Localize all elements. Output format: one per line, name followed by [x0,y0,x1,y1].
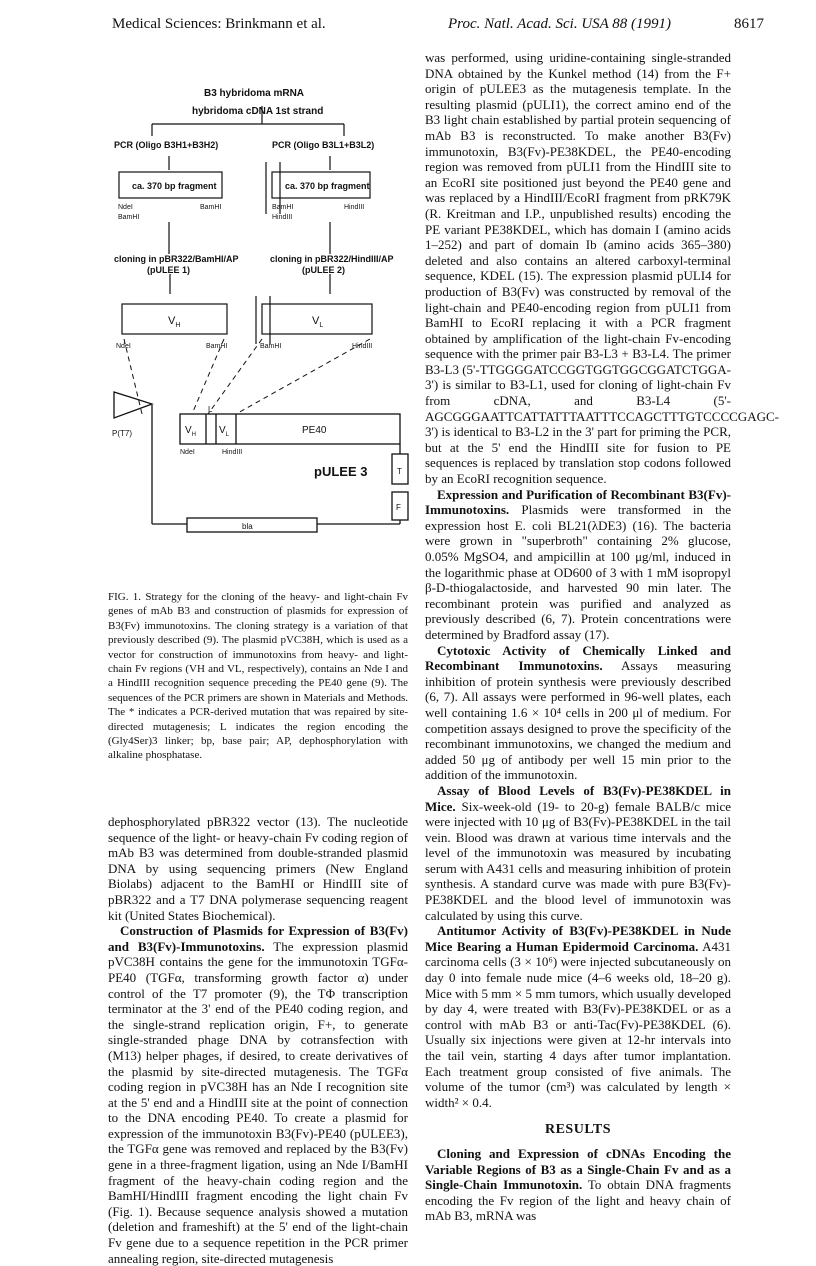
fig-clone-left-sub: (pULEE 1) [147,265,191,275]
figure-1 [112,44,412,584]
right-column [425,50,779,1224]
fig-pcr-right: PCR (Oligo B3L1+B3L2) [272,140,375,150]
fig-frag-right: ca. 370 bp fragment [285,181,370,191]
fig-ndel-2: NdeI [116,343,131,350]
left-p1: dephosphorylated pBR322 vector (13). The nucleotide sequence of the light- or heavy-chain Fv coding region of mAb B3 was determined from double-stranded plasmid DNA by using sequencing primers (New England Biolabs) adjacent to the BamHI or HindIII site of pBR322 and a T7 DNA polymerase sequencing reagent kit (United States Biochemical). [108,814,408,923]
fig-ndel-3: NdeI [180,449,195,456]
fig-hindiii-4: HindIII [222,449,243,456]
right-p5: A431 carcinoma cells (3 × 10⁶) were injected subcutaneously on day 0 into female nude mice (4–6 weeks old, 18–20 g). Mice with 5 mm × 5 mm tumors, which usually developed by day 4, were treated with B3(Fv)-PE38KDEL or as a control with mAb B3 or anti-Tac(Fv)-PE38KDEL (6). Usually six injections were given at 12-hr intervals into the tail vein, starting 4 days after tumor implantation. Each treatment group consisted of five animals. The volume of the tumor (cm³) was calculated by length × width² × 0.4. [425,938,731,1110]
fig-fplus: F [396,503,401,512]
fig-clone-right: cloning in pBR322/HindIII/AP [270,254,394,264]
left-column [108,814,408,1266]
right-p2: Plasmids were transformed in the expression host E. coli BL21(λDE3) (16). The bacteria were grown in "superbroth" containing 2% glucose, 0.05% MgSO4, and ampicillin at 100 μg/ml, induced in the logarithmic phase at OD600 of 3 with 1 mM isopropyl β-D-thiogalactoside, and harvested 90 min later. The recombinant protein was purified and analyzed as previously described (6, 7). Protein concentrations were determined by Bradford assay (17). [425,502,732,642]
fig-vh-label: $V_H$ [168,315,181,329]
fig-frag-left: ca. 370 bp fragment [132,181,217,191]
fig-pe40: PE40 [302,425,327,436]
fig-plasmid-name: pULEE 3 [314,464,368,479]
fig-linker-l: L [208,405,213,414]
right-p6: To obtain DNA fragments encoding the Fv region of the light and heavy chain of mAb B3, mRNA was [425,1177,731,1224]
fig-vl-label: $V_L$ [312,315,324,329]
header-section-author: Medical Sciences: Brinkmann et al. [112,16,326,32]
fig-pt7: P(T7) [112,429,132,438]
section-heading-construction: Construction of Plasmids for Expression of B3(Fv) and B3(Fv)-Immunotoxins. [108,923,408,954]
section-heading-blood: Assay of Blood Levels of B3(Fv)-PE38KDEL in Mice. [425,782,731,814]
fig-pulee3-vh: $V_H$ [185,425,197,438]
header-journal: Proc. Natl. Acad. Sci. USA 88 (1991) [448,16,672,32]
running-header [0,14,816,38]
figure-caption [108,590,408,763]
right-p1: was performed, using uridine-containing single-stranded DNA obtained by the Kunkel method (14) from the F+ origin of pULEE3 as the mutagenesis template. In the resulting plasmid (pULI1), the correct amino end of the B3 light chain established by partial protein sequencing of mAb B3 is reconstructed. To make another B3(Fv) immunotoxin, B3(Fv)-PE38KDEL, the PE40-encoding region was removed from pULI1 from the HindIII site to an EcoRI site positioned just beyond the PE40 gene and was replaced by a HindIII/EcoRI fragment from pRK79K (R. Kreitman and I.P., unpublished results) encoding the PE variant PE38KDEL, which has domain I (amino acids 1–252) and part of domain Ib (amino acids 365–380) deleted and also contains an altered carboxyl-terminal sequence, KDEL (15). The expression plasmid pULI4 for production of B3(Fv) was constructed by removal of the light-chain and PE40-encoding region from pULI1 from BamHI to EcoRI replacing it with a PCR fragment obtained by amplification of the light-chain Fv-encoding sequence with the primer pair B3-L3 + B3-L4. The primer B3-L3 (5'-TTGGGGATCCGGTGGTGGCGGATCTGGA-3') is similar to B3-L1, used for cloning of light-chain Fv from cDNA, and B3-L4 (5'-AGCGGGAATTCATTATTTAATTTCCAGCTTTGTCCCCGAGC-3') is identical to B3-L2 in the 3' part for priming the PCR, but at the 5' end the HindIII site for fusion to PE sequences is replaced by translation stop codons followed by an EcoRI recognition sequence. [425,50,779,487]
cloning-strategy-diagram [112,44,412,584]
fig-ndel-1: NdeI [118,204,133,211]
section-heading-cytotoxic: Cytotoxic Activity of Chemically Linked and Recombinant Immunotoxins. [425,642,731,674]
fig-hindiii-2: HindIII [344,204,365,211]
fig-clone-left: cloning in pBR322/BamHI/AP [114,254,239,264]
caption-label: FIG. 1. [108,591,142,603]
fig-bamhi-1: BamHI [118,214,140,221]
fig-terminator: T [397,467,402,476]
fig-bamhi-3: BamHI [272,204,294,211]
fig-pcr-left: PCR (Oligo B3H1+B3H2) [114,140,219,150]
fig-bamhi-4: BamHI [206,343,228,350]
section-heading-expression: Expression and Purification of Recombinant B3(Fv)-Immunotoxins. [425,486,731,518]
fig-clone-right-sub: (pULEE 2) [302,265,346,275]
section-heading-cloning: Cloning and Expression of cDNAs Encoding the Variable Regions of B3 as a Single-Chain Fv and as a Single-Chain Immunotoxin. [425,1145,731,1193]
fig-pulee3-vl: $V_L$ [219,425,230,438]
fig-bamhi-2: BamHI [200,204,222,211]
right-p4: Six-week-old (19- to 20-g) female BALB/c mice were injected with 10 μg of B3(Fv)-PE38KDEL in the tail vein. Blood was drawn at various time intervals and the level of the immunotoxin was measured by incubating serum with A431 cells and measuring inhibition of protein synthesis. A standard curve was made with pure B3(Fv)-PE38KDEL and the blood level of immunotoxin was calculated by using this curve. [425,798,731,923]
section-heading-antitumor: Antitumor Activity of B3(Fv)-PE38KDEL in Nude Mice Bearing a Human Epidermoid Carcinoma. [425,923,731,954]
fig-top-cdna: hybridoma cDNA 1st strand [192,106,324,117]
fig-bla: bla [242,522,253,531]
fig-bamhi-5: BamHI [260,343,282,350]
fig-hindiii-3: HindIII [352,343,373,350]
fig-top-mrna: B3 hybridoma mRNA [204,88,305,99]
fig-hindiii-1: HindIII [272,214,293,221]
right-p3: Assays measuring inhibition of protein synthesis were previously described (6, 7). All assays were performed in 96-well plates, each well containing 1.6 × 10⁴ cells in 200 μl of medium. For competition assays designed to prove the specificity of the recombinant immunotoxins, we changed the medium and added 50 μg of antibody per well 15 min prior to the addition of the immunotoxin. [425,658,731,783]
results-heading: RESULTS [544,1122,612,1138]
left-p2: The expression plasmid pVC38H contains the gene for the immunotoxin TGFα-PE40 (TGFα, transforming growth factor α) under control of the T7 promoter (9), the TΦ transcription terminator at the 3' end of the PE40 coding region, and the single-strand replication origin, F+, to generate single-stranded phage DNA by cotransfection with (M13) helper phages, if desired, to create derivatives of the plasmid by site-directed mutagenesis. The TGFα coding region in pVC38H has an Nde I recognition site at the 5' end and a HindIII site at the point of connection to the DNA encoding PE40. To create a plasmid for expression of the immunotoxin B3(Fv)-PE40 (pULEE3), the TGFα gene was removed and replaced by the B3(Fv) gene in a three-fragment ligation, using an Nde I/BamHI fragment of the heavy-chain coding region and the BamHI/HindIII fragment encoding the light chain Fv (Fig. 1). Because sequence analysis showed a mutation (deletion and frameshift) at the 5' end of the light-chain Fv gene due to a sequence repetition in the PCR primer annealing region, site-directed mutagenesis [108,938,409,1266]
caption-text: Strategy for the cloning of the heavy- and light-chain Fv genes of mAb B3 and construction of plasmids for expression of B3(Fv) immunotoxins. The cloning strategy is a variation of that previously described (9). The plasmid pVC38H, which is used as a vector for construction of immunotoxins from heavy- and light-chain Fv regions (VH and VL, respectively), contains an Nde I and a HindIII recognition sequence preceding the PE40 gene (9). The sequences of the PCR primers are shown in Materials and Methods. The * indicates a PCR-derived mutation that was repaired by site-directed mutagenesis; L indicates the region encoding the (Gly4Ser)3 linker; bp, base pair; AP, dephosphorylation with alkaline phosphatase. [108,591,408,762]
header-page-number: 8617 [734,16,764,32]
